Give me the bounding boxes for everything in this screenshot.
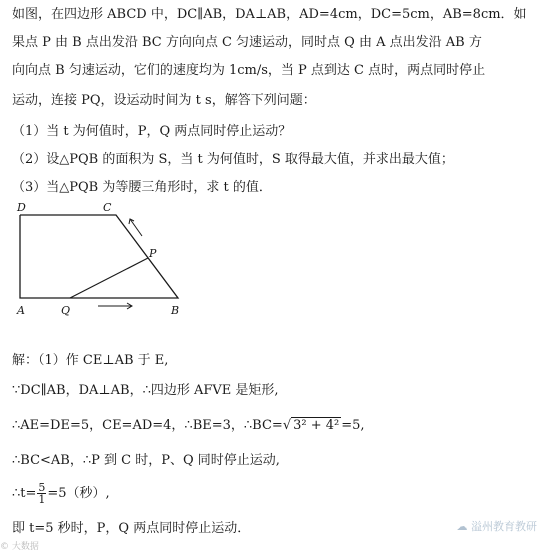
label-b: B: [171, 304, 180, 317]
solution-line-3-post: =5,: [341, 418, 365, 433]
question-1: （1）当 t 为何值时，P，Q 两点同时停止运动？: [12, 124, 292, 139]
solution-line-4: ∴BC<AB，∴P 到 C 时，P、Q 同时停止运动,: [12, 453, 280, 468]
problem-line-1: 如图，在四边形 ABCD 中，DC∥AB，DA⊥AB，AD=4cm，DC=5cm，AB=8cm．如: [12, 7, 527, 22]
fraction-denominator: 1: [38, 493, 46, 506]
problem-line-3: 向向点 B 匀速运动，它们的速度均为 1cm/s，当 P 点到达 C 点时，两点同时停止: [12, 63, 486, 78]
solution-line-1: 解：（1）作 CE⊥AB 于 E,: [12, 353, 169, 368]
label-d: D: [17, 202, 26, 214]
label-c: C: [103, 202, 112, 214]
arrow-bc: [130, 219, 142, 236]
label-a: A: [17, 304, 25, 317]
sqrt-sign: √: [282, 418, 292, 433]
label-p: P: [149, 247, 157, 260]
question-2: （2）设△PQB 的面积为 S，当 t 为何值时，S 取得最大值，并求出最大值；: [12, 152, 454, 167]
solution-line-5: [12, 482, 110, 505]
watermark-right: ☁ 溢州教育教研: [456, 520, 537, 533]
label-q: Q: [61, 304, 71, 317]
question-3: （3）当△PQB 为等腰三角形时，求 t 的值．: [12, 180, 272, 195]
sqrt-radicand: 3² + 4²: [293, 418, 340, 433]
solution-line-5-pre: ∴t=: [12, 486, 37, 501]
problem-line-2: 果点 P 由 B 点出发沿 BC 方向向点 C 匀速运动，同时点 Q 由 A 点出发沿 AB 方: [12, 35, 482, 50]
solution-line-3: [12, 417, 365, 435]
solution-line-3-pre: ∴AE=DE=5，CE=AD=4，∴BE=3，∴BC=: [12, 418, 283, 433]
solution-line-5-post: =5（秒）,: [47, 486, 110, 501]
fraction: [37, 482, 46, 505]
fraction-numerator: 5: [38, 481, 46, 494]
solution-line-6: 即 t=5 秒时，P，Q 两点同时停止运动．: [12, 521, 251, 536]
watermark-left: © 大数据: [0, 542, 39, 552]
solution-line-2: ∵DC∥AB，DA⊥AB，∴四边形 AFVE 是矩形,: [12, 383, 279, 398]
problem-line-4: 运动，连接 PQ，设运动时间为 t s，解答下列问题：: [12, 93, 316, 108]
trapezoid-figure: [8, 202, 198, 320]
segment-pq: [70, 258, 148, 298]
